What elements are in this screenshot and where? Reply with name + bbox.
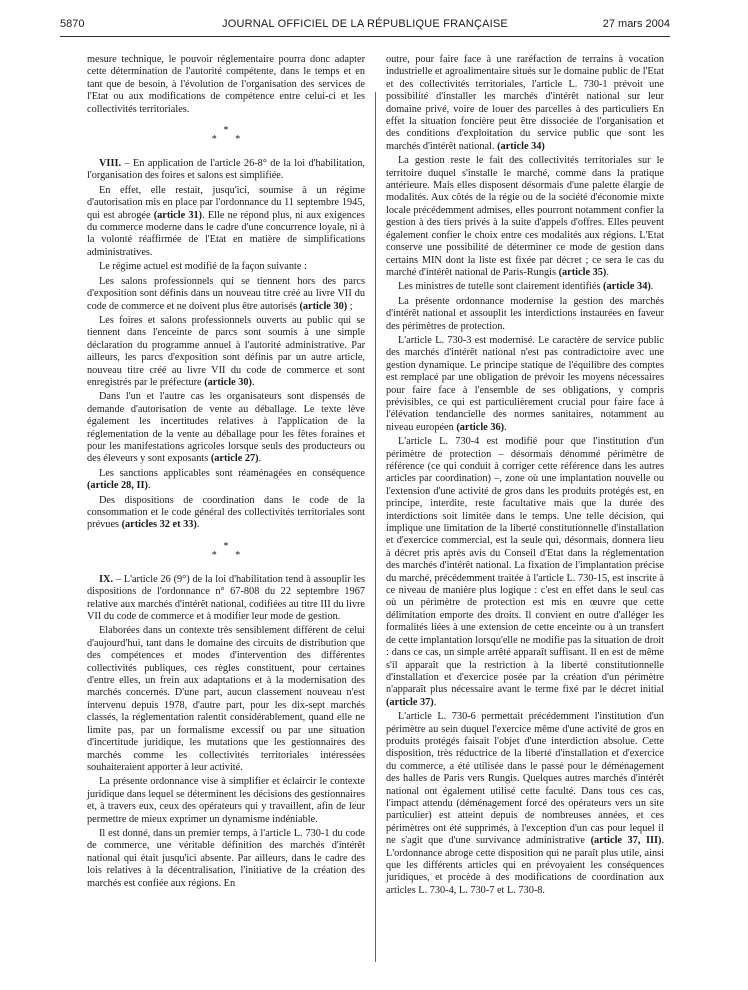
- paragraph: La gestion reste le fait des collectivités territoriales sur le territoire duquel s'installe le marché, comme dans la pratique antérieure. Mais elles disposent désormais d'une palette élargie de modalités. Aux côtés de la régie ou de la société d'économie mixte locale précédemment admises, elles pourront notamment confier la gestion à des tiers privés à la suite d'appels d'offres. Elles peuvent également confier le choix entre ces modalités aux régions. L'Etat conserve une possibilité de déterminer ce mode de gestion dans certains MIN dont la liste est fixée par décret ; ce sera le cas du marché d'intérêt national de Paris-Rungis (article 35).: [386, 155, 664, 278]
- paragraph: Des dispositions de coordination dans le code de la consommation et le code général des collectivités territoriales sont prévues (articles 32 et 33).: [87, 494, 365, 531]
- article-reference: (article 34): [497, 140, 545, 152]
- article-reference: (article 27): [210, 453, 259, 465]
- section-number: IX.: [99, 573, 114, 585]
- paragraph: Les foires et salons professionnels ouverts au public qui se tiennent dans l'enceinte de parcs sont soumis à une simple déclaration du programme annuel à l'autorité administrative. Par ailleurs, les parcs d'exposition sont définis par un autre article, nouveau titre créé au livre VII du code de commerce et sont enregistrés par le préfecture (article 30).: [87, 314, 365, 388]
- section-number: VIII.: [99, 158, 122, 170]
- header-rule: [60, 36, 670, 37]
- page-number: 5870: [60, 18, 85, 30]
- article-reference: (articles 32 et 33): [121, 519, 197, 531]
- paragraph: L'article L. 730-3 est modernisé. Le caractère de service public des marchés d'intérêt national n'est pas contradictoire avec une gestion dynamique. Le principe statique de l'équilibre des comptes est remplacé par une obligation de prévoir les moyens nécessaires pour faire face à l'ensemble de ses obligations, y compris prévisibles, ce qui est particulièrement crucial pour faire face à l'élévation tendancielle des normes sanitaires, notamment au niveau européen (article 36).: [386, 334, 664, 433]
- paragraph: L'article L. 730-6 permettait précédemment l'institution d'un périmètre au sein duquel l'exercice même d'une activité de gros en produits protégés faisait l'objet d'une interdiction absolue. Cette disposition, très réductrice de la liberté d'installation et d'exercice du commerce, a été utilisée dans le passé pour le déménagement des halles de Paris vers Rungis. Quelques autres marchés d'intérêt national ont également utilisé cette faculté. Dans tous ces cas, l'impact attendu (déménagement forcé des opérateurs vers un site particulier) est atteint depuis de nombreuses années, et ces périmètres ont été supprimés, à l'exception d'un cas pour lequel il ne s'agit que d'une survivance administrative (article 37, III). L'ordonnance abroge cette disposition qui ne paraît plus utile, ainsi que les différents articles qui en prévoyaient les conséquences juridiques, et procède à des modifications de coordination aux articles L. 730-4, L. 730-7 et L. 730-8.: [386, 711, 664, 896]
- paragraph: Dans l'un et l'autre cas les organisateurs sont dispensés de demande d'autorisation de vente au déballage. Le texte lève également les incertitudes relatives à l'application de la réglementation de la vente au déballage pour les fêtes foraines et pour les manifestations agricoles lorsque seuls des producteurs ou des éleveurs y sont exposants (article 27).: [87, 391, 365, 465]
- article-reference: (article 35): [558, 266, 607, 278]
- section-separator: * * *: [211, 125, 249, 146]
- paragraph: Elaborées dans un contexte très sensiblement différent de celui d'aujourd'hui, tant dans le domaine des circuits de distribution que des compétences et modes d'intervention des différentes collectivités publiques, ces règles constituent, pour certaines d'entre elles, un frein aux adaptations et à la modernisation des marchés concernés. D'une part, aucun classement nouveau n'est intervenu depuis 1978, d'autre part, pour les dix-sept marchés classés, la réglementation ralentit considérablement, quand elle ne limite pas, par un formalisme excessif ou par une situation d'incertitude juridique, les mutations que les gestionnaires des marchés comme les collectivités territoriales intéressées souhaiteraient apporter à leur activité.: [87, 625, 365, 773]
- article-reference: (article 31): [153, 209, 203, 221]
- article-reference: (article 36): [456, 421, 505, 433]
- column-divider: [375, 92, 376, 962]
- paragraph: mesure technique, le pouvoir réglementaire pourra donc adapter cette détermination de l'autorité compétente, dans le temps et en tant que de besoin, à l'évolution de l'organisation des services de l'Etat ou aux modifications de compétence entre celui-ci et les collectivités territoriales.: [87, 54, 365, 115]
- article-reference: (article 30): [204, 376, 252, 388]
- article-reference: (article 37): [386, 696, 434, 708]
- article-reference: (article 37, III): [590, 835, 662, 847]
- right-column: [386, 54, 664, 899]
- section-separator: * * *: [211, 540, 249, 561]
- paragraph: Les salons professionnels qui se tiennent hors des parcs d'exposition sont définis dans un nouveau titre créé au livre VII du code de commerce et ne doivent plus être autorisés (article 30) ;: [87, 275, 365, 312]
- left-column: [87, 54, 365, 892]
- paragraph: La présente ordonnance vise à simplifier et éclaircir le contexte juridique dans lequel se déterminent les décisions des gestionnaires et, à travers eux, ceux des opérateurs qui y travaillent, afin de leur permettre de mieux exprimer un dynamisme indéniable.: [87, 776, 365, 825]
- paragraph: Les ministres de tutelle sont clairement identifiés (article 34).: [398, 281, 654, 293]
- section-viii-intro: VIII. – En application de l'article 26-8° de la loi d'habilitation, l'organisation des foires et salons est simplifiée.: [87, 158, 365, 182]
- section-ix-intro: IX. – L'article 26 (9°) de la loi d'habilitation tend à assouplir les dispositions de l'ordonnance n° 67-808 du 22 septembre 1967 relative aux marchés d'intérêt national, codifiées au titre III du livre VII du code de commerce et à modifier leur mode de gestion.: [87, 573, 365, 623]
- paragraph: En effet, elle restait, jusqu'ici, soumise à un régime d'autorisation mis en place par l'ordonnance du 11 septembre 1945, qui est abrogée (article 31). Elle ne répond plus, ni aux exigences du commerce moderne dans le cadre d'une concurrence loyale, ni à la volonté réaffirmée de l'Etat en matière de simplifications administratives.: [87, 184, 365, 258]
- journal-title: JOURNAL OFFICIEL DE LA RÉPUBLIQUE FRANÇAISE: [222, 18, 508, 30]
- paragraph: La présente ordonnance modernise la gestion des marchés d'intérêt national et assouplit les interdictions instaurées en faveur des périmètres de protection.: [386, 295, 664, 332]
- article-reference: (article 30): [299, 300, 348, 312]
- page-header: [60, 18, 670, 34]
- paragraph: outre, pour faire face à une raréfaction de terrains à vocation industrielle et agroalimentaire situés sur le domaine public de l'Etat et des collectivités territoriales, l'article L. 730-1 prévoit une possibilité d'installer les marchés d'intérêt national sur leur domaine privé, voire de louer des parcelles à des particuliers En effet la situation foncière peut être dissociée de l'organisation et des conditions d'exploitation du service public que sont les marchés d'intérêt national. (article 34): [386, 54, 664, 152]
- article-reference: (article 34): [603, 281, 651, 293]
- paragraph: Le régime actuel est modifié de la façon suivante :: [99, 261, 307, 273]
- article-reference: (article 28, II): [87, 480, 148, 492]
- publication-date: 27 mars 2004: [602, 18, 670, 30]
- paragraph: Les sanctions applicables sont réaménagées en conséquence (article 28, II).: [87, 467, 365, 492]
- paragraph: Il est donné, dans un premier temps, à l'article L. 730-1 du code de commerce, une véritable définition des marchés d'intérêt national qui était jusqu'ici absente. Par ailleurs, dans le cadre des lois relatives à la décentralisation, l'initiative de la création des marchés est confiée aux régions. En: [87, 827, 365, 889]
- paragraph: L'article L. 730-4 est modifié pour que l'institution d'un périmètre de protection – désormais dénommé périmètre de référence (ce qui conduit à corriger cette référence dans les autres articles par coordination) –, zone où une implantation nouvelle ou l'extension d'une activité de gros dans les produits protégés est, en principe, interdite, reste facultative mais que la durée des interdictions soit limitée dans le temps. Une telle décision, qui implique une limitation de la liberté constitutionnelle d'installation et d'exercice commercial, est la seule qui, désormais, donnera lieu à décret pris après avis du Conseil d'Etat dans la réglementation des marchés d'intérêt national. La fixation de l'implantation précise du marché, précédemment traitée à l'article L. 730-15, est inscrite à ce niveau de manière plus logique : c'est en effet dans le seul cas où un périmètre de protection est mis en œuvre que cette délimitation emporte des droits. Il convient en outre d'alléger les formalités liées à une extension de cette enceinte ou à un transfert de cette implantation lorsqu'elle ne modifie pas la situation de droit : dans ce cas, un simple arrêté apparaît suffisant. Il en est de même s'il apparaît que la restriction à la liberté constitutionnelle d'installation et d'exercice posée par la création d'un périmètre n'apparaît plus nécessaire avant le terme fixé par le décret initial (article 37).: [386, 436, 664, 708]
